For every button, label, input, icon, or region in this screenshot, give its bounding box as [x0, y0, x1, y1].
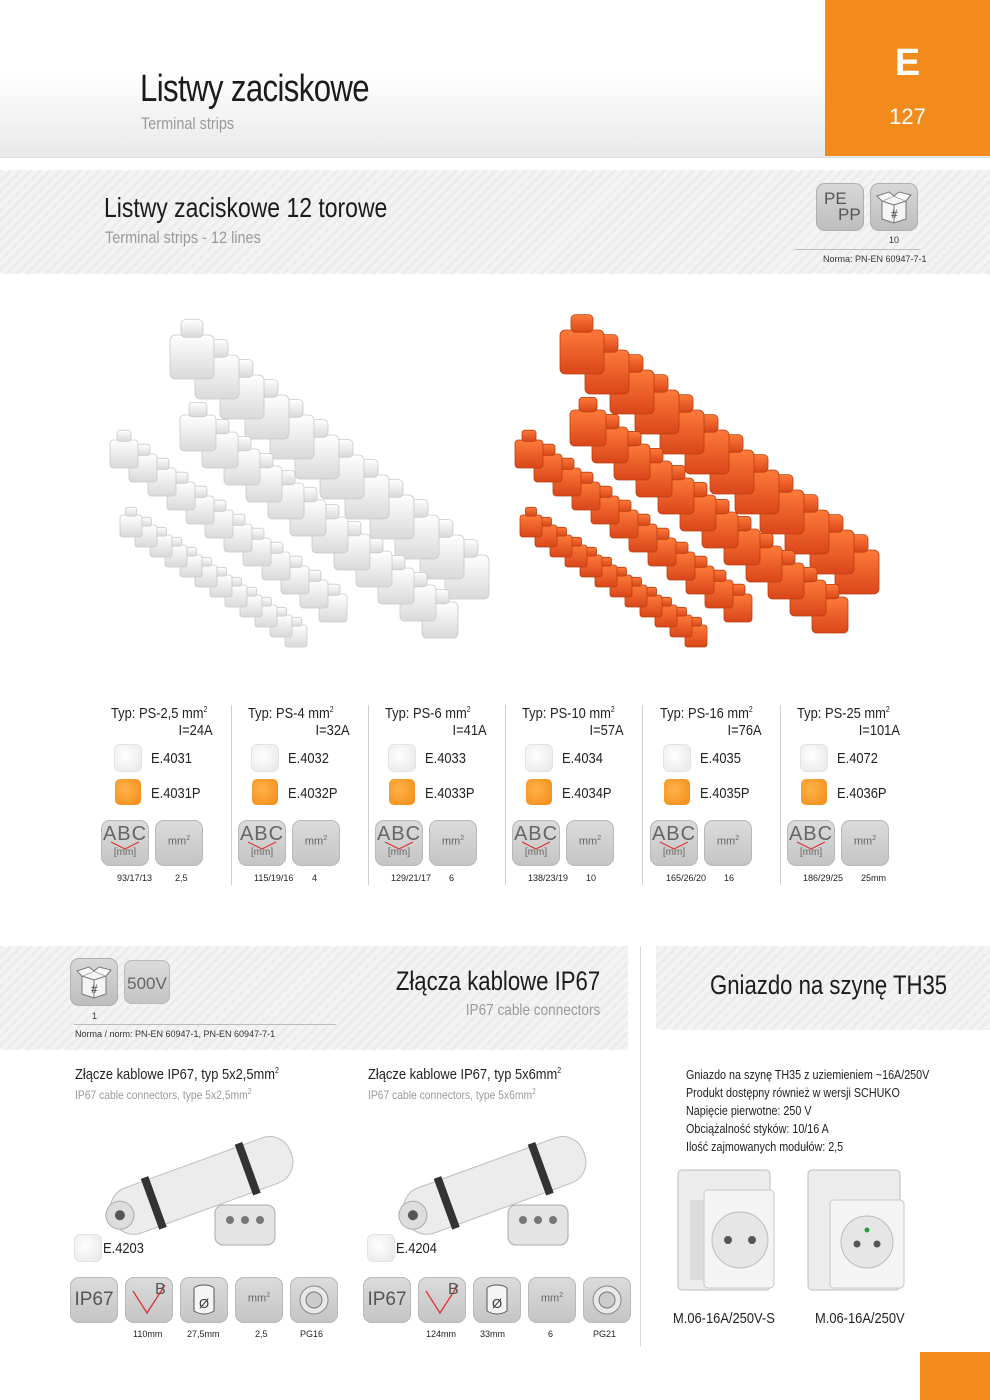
package-icon-2 — [70, 958, 118, 1006]
length-symbol — [125, 1277, 173, 1323]
length-symbol — [418, 1277, 466, 1323]
dimensions-icon: ABC [mm] — [787, 820, 835, 866]
dimensions-icon: ABC [mm] — [375, 820, 423, 866]
page-number: 127 — [889, 104, 926, 129]
page-subtitle: Terminal strips — [141, 114, 235, 133]
code-white: E.4033 — [425, 750, 466, 767]
section-title: Listwy zaciskowe 12 torowe — [104, 192, 388, 223]
white-swatch — [389, 745, 415, 771]
product-type: Typ: PS-16 $mm^2$ — [660, 705, 753, 722]
dimensions-value: 186/29/25 — [803, 873, 844, 883]
length-icon: B — [125, 1277, 173, 1323]
socket-caption-2: M.06-16A/250V — [815, 1310, 905, 1327]
length-value: 110mm — [133, 1329, 163, 1339]
screw-tower — [189, 402, 207, 416]
connector-subtitle: IP67 cable connectors, type $5x6mm^2$ — [368, 1087, 536, 1102]
connector-photo — [85, 1105, 325, 1255]
product-column — [644, 705, 781, 885]
nut-icon — [290, 1277, 338, 1323]
diameter-icon: Ø — [473, 1277, 521, 1323]
terminal-block — [110, 440, 138, 468]
package-icon — [870, 183, 918, 231]
orange-swatch — [389, 779, 415, 805]
desc-line: Obciążalność styków: 10/16 A — [686, 1122, 829, 1136]
screw-tower — [522, 430, 536, 441]
norm-divider — [795, 249, 920, 250]
tab-letter: E — [894, 42, 921, 84]
screw-tower — [571, 315, 593, 333]
section-value: 10 — [586, 873, 597, 883]
corner-accent — [920, 1352, 990, 1400]
norma-text: Norma: PN-EN 60947-7-1 — [823, 254, 927, 264]
diameter-value: 33mm — [480, 1329, 506, 1339]
connector-subtitle: IP67 cable connectors, type $5x2,5mm^2$ — [75, 1087, 252, 1102]
page-title: Listwy zaciskowe — [140, 68, 369, 110]
terminal-block — [180, 415, 216, 451]
cross-section-icon: $mm^2$ — [235, 1277, 283, 1323]
product-type: Typ: PS-2,5 $mm^2$ — [111, 705, 208, 722]
package-qty: 10 — [889, 235, 900, 245]
orange-swatch — [115, 779, 141, 805]
dimensions-icon: ABC [mm] — [650, 820, 698, 866]
norm-divider-2 — [74, 1024, 336, 1025]
connectors-title: Złącza kablowe IP67 — [395, 966, 600, 996]
cross-section-icon: $mm^2$ — [429, 820, 477, 866]
orange-swatch — [252, 779, 278, 805]
section-value: 2,5 — [255, 1329, 268, 1339]
screw-tower — [117, 430, 131, 441]
gland-value: PG21 — [593, 1329, 617, 1339]
dimensions-icon: ABC [mm] — [238, 820, 286, 866]
dimensions-value: 165/26/20 — [666, 873, 707, 883]
vertical-divider — [640, 946, 641, 1346]
product-current: I=76A — [727, 722, 762, 739]
terminal-block — [170, 335, 214, 379]
screw-tower — [526, 507, 537, 516]
screw-tower — [126, 507, 137, 516]
gland-icon — [583, 1277, 631, 1323]
nut-icon — [583, 1277, 631, 1323]
product-type: Typ: PS-4 $mm^2$ — [248, 705, 334, 722]
product-current: I=41A — [452, 722, 487, 739]
section-value: 2,5 — [175, 873, 188, 883]
connector-title: Złącze kablowe IP67, typ $5x2,5mm^2$ — [75, 1066, 279, 1083]
cross-section-icon: $mm^2$ — [704, 820, 752, 866]
material-pe: PE — [824, 189, 847, 208]
dimensions-icon: ABC [mm] — [512, 820, 560, 866]
dimensions-value: 115/19/16 — [254, 873, 294, 883]
code-orange: E.4034P — [562, 785, 612, 802]
product-column — [95, 705, 232, 885]
terminal-block — [570, 410, 606, 446]
terminal-strips-photo — [90, 290, 920, 670]
orange-swatch — [801, 779, 827, 805]
code-white: E.4032 — [288, 750, 329, 767]
cross-section-icon: $mm^2$ — [155, 820, 203, 866]
product-current: I=24A — [178, 722, 213, 739]
dimensions-value: 138/23/19 — [528, 873, 569, 883]
connector-code: E.4204 — [396, 1240, 437, 1257]
socket-photo — [800, 1160, 910, 1300]
socket-description — [686, 1066, 929, 1156]
desc-line: Produkt dostępny również w wersji SCHUKO — [686, 1086, 900, 1100]
white-swatch — [115, 745, 141, 771]
package-hash: # — [91, 982, 98, 996]
dimensions-icon: ABC [mm] — [101, 820, 149, 866]
length-value: 124mm — [426, 1329, 457, 1339]
white-swatch — [526, 745, 552, 771]
white-swatch — [664, 745, 690, 771]
terminal-block — [560, 330, 604, 374]
terminal-block — [120, 515, 142, 537]
white-swatch — [252, 745, 278, 771]
product-column — [781, 705, 918, 885]
dimensions-value: 93/17/13 — [117, 873, 153, 883]
ip67-icon: IP67 — [363, 1277, 411, 1323]
cross-section-icon: $mm^2$ — [528, 1277, 576, 1323]
code-orange: E.4033P — [425, 785, 475, 802]
ip67-icon: IP67 — [70, 1277, 118, 1323]
product-current: I=57A — [589, 722, 624, 739]
product-column — [232, 705, 369, 885]
voltage-icon: 500V — [124, 960, 170, 1004]
cross-section-icon: $mm^2$ — [566, 820, 614, 866]
desc-line: Gniazdo na szynę TH35 z uziemieniem ~16A/250V — [686, 1068, 930, 1082]
connector-title: Złącze kablowe IP67, typ $5x6mm^2$ — [368, 1066, 562, 1083]
screw-tower — [579, 397, 597, 411]
package-qty-2: 1 — [92, 1011, 98, 1021]
section-value: 25mm — [861, 873, 887, 883]
code-white: E.4035 — [700, 750, 741, 767]
code-orange: E.4032P — [288, 785, 338, 802]
section-value: 6 — [548, 1329, 554, 1339]
terminal-block — [520, 515, 542, 537]
terminal-block — [515, 440, 543, 468]
code-orange: E.4035P — [700, 785, 750, 802]
norma-text-2: Norma / norm: PN-EN 60947-1, PN-EN 60947-7-1 — [75, 1029, 276, 1039]
connector-photo — [378, 1105, 618, 1255]
section-value: 4 — [312, 873, 318, 883]
cross-section-icon: $mm^2$ — [841, 820, 889, 866]
code-white: E.4031 — [151, 750, 192, 767]
package-hash: # — [891, 207, 898, 221]
code-orange: E.4036P — [837, 785, 887, 802]
product-column — [506, 705, 643, 885]
gland-icon — [290, 1277, 338, 1323]
dimensions-value: 129/21/17 — [391, 873, 432, 883]
section-subtitle: Terminal strips - 12 lines — [105, 228, 261, 247]
connectors-subtitle: IP67 cable connectors — [465, 1002, 600, 1019]
material-icon — [816, 183, 864, 231]
product-type: Typ: PS-25 $mm^2$ — [797, 705, 890, 722]
diameter-value: 27,5mm — [187, 1329, 220, 1339]
length-icon: B — [418, 1277, 466, 1323]
diameter-icon: Ø — [180, 1277, 228, 1323]
orange-swatch — [526, 779, 552, 805]
code-orange: E.4031P — [151, 785, 201, 802]
section-tab — [825, 0, 990, 156]
product-current: I=32A — [315, 722, 350, 739]
section-value: 16 — [724, 873, 735, 883]
cross-section-icon: $mm^2$ — [292, 820, 340, 866]
product-type: Typ: PS-10 $mm^2$ — [522, 705, 615, 722]
orange-swatch — [664, 779, 690, 805]
desc-line: Ilość zajmowanych modułów: 2,5 — [686, 1140, 844, 1154]
gland-value: PG16 — [300, 1329, 324, 1339]
desc-line: Napięcie pierwotne: 250 V — [686, 1104, 812, 1118]
white-swatch — [368, 1235, 394, 1261]
material-pp: PP — [838, 205, 861, 224]
section-value: 6 — [449, 873, 455, 883]
product-current: I=101A — [858, 722, 900, 739]
screw-tower — [181, 320, 203, 338]
white-swatch — [801, 745, 827, 771]
product-type: Typ: PS-6 $mm^2$ — [385, 705, 471, 722]
product-column — [369, 705, 506, 885]
white-swatch — [75, 1235, 101, 1261]
connector-code: E.4203 — [103, 1240, 144, 1257]
socket-schuko-photo — [670, 1160, 780, 1300]
socket-title: Gniazdo na szynę TH35 — [710, 970, 948, 1000]
socket-caption-1: M.06-16A/250V-S — [673, 1310, 775, 1327]
code-white: E.4034 — [562, 750, 603, 767]
code-white: E.4072 — [837, 750, 878, 767]
